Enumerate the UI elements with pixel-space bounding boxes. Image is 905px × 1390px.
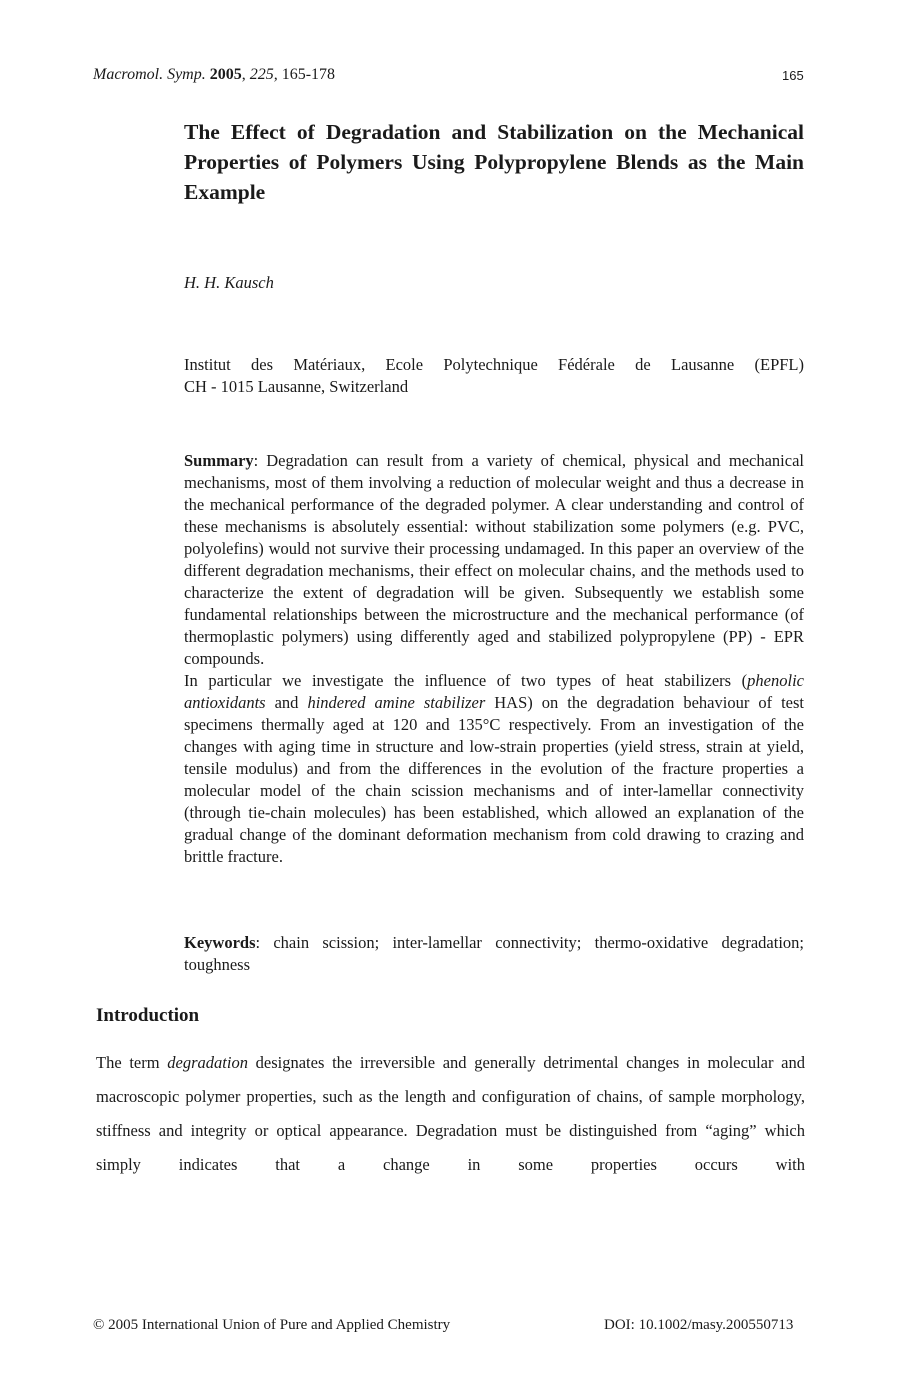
abstract-paragraph-2: In particular we investigate the influence of two types of heat stabilizers (phenolic antioxidants and hindered amine stabilizer HAS) on the degradation behaviour of test specimens thermally aged at 120 and 135°C respectively. From an investigation of the changes with aging time in structure and low-strain properties (yield stress, strain at yield, tensile modulus) and from the differences in the evolution of the fracture properties a molecular model of the chain scission mechanisms and of inter-lamellar connectivity (through tie-chain molecules) has been established, which allowed an explanation of the gradual change of the dominant deformation mechanism from cold drawing to crazing and brittle fracture. [184,671,804,866]
keywords-label: Keywords [184,933,256,952]
section-heading-introduction: Introduction [96,1005,200,1026]
paper-title: The Effect of Degradation and Stabilization on the Mechanical Properties of Polymers Using Polypropylene Blends as the Main Example [184,120,804,204]
journal-year: 2005 [209,66,242,83]
journal-pages: 165-178 [281,66,336,83]
summary-label: Summary [184,451,254,470]
affiliation-line-1: Institut des Matériaux, Ecole Polytechnique Fédérale de Lausanne (EPFL) [184,355,804,374]
journal-volume: 225, [249,66,278,83]
abstract-paragraph-1: Summary: Degradation can result from a variety of chemical, physical and mechanical mechanisms, most of them involving a reduction of molecular weight and thus a decrease in the mechanical performance of the degraded polymer. A clear understanding and control of these mechanisms is absolutely essential: without stabilization some polymers (e.g. PVC, polyolefins) would not survive their processing undamaged. In this paper an overview of the different degradation mechanisms, their effect on molecular chains, and the methods used to characterize the extent of degradation will be given. Subsequently we establish some fundamental relationships between the microstructure and the mechanical performance (of thermoplastic polymers) using differently aged and stabilized polypropylene (PP) - EPR compounds. [184,451,804,668]
keywords [184,932,804,976]
author-name: H. H. Kausch [184,273,274,292]
copyright-notice: © 2005 International Union of Pure and Applied Chemistry [93,1317,451,1333]
affiliation-line-2: CH - 1015 Lausanne, Switzerland [184,377,409,396]
keywords-text: : chain scission; inter-lamellar connectivity; thermo-oxidative degradation; toughness [184,933,804,974]
doi: DOI: 10.1002/masy.200550713 [604,1317,794,1333]
introduction-paragraph: The term degradation designates the irreversible and generally detrimental changes in molecular and macroscopic polymer properties, such as the length and configuration of chains, of sample morphology, stiffness and integrity or optical appearance. Degradation must be distinguished from “aging” which simply indicates that a change in some properties occurs with [96,1053,805,1174]
journal-name: Macromol. Symp. [93,66,206,83]
page-number: 165 [782,68,804,83]
running-header: Macromol. Symp. 2005, 225, 165-178 [93,66,336,83]
abstract [184,450,804,868]
affiliation [184,354,804,398]
